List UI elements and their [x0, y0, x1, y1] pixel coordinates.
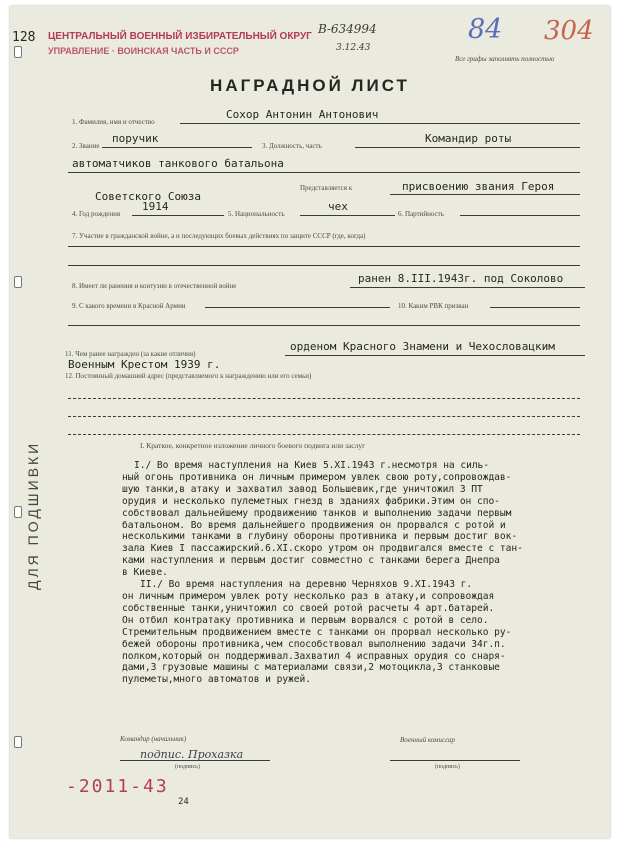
value-awards-1: орденом Красного Знамени и Чехословацким	[290, 340, 555, 353]
citation-line: несколькими танками в глубину обороны противника и первым достиг вок-	[122, 531, 518, 543]
label-rvk: 10. Каким РВК призван	[398, 302, 469, 310]
stamp-line-1: ЦЕНТРАЛЬНЫЙ ВОЕННЫЙ ИЗБИРАТЕЛЬНЫЙ ОКРУГ	[48, 31, 312, 42]
archive-stamp	[48, 30, 312, 58]
underline	[68, 246, 580, 247]
archive-date: 3.12.43	[336, 43, 371, 53]
citation-line: ками наступления и первым достиг совместно с танками берега Днепра	[122, 555, 500, 567]
label-name: 1. Фамилия, имя и отчество	[72, 118, 155, 126]
binding-hole	[14, 46, 22, 58]
binding-hole	[14, 736, 22, 748]
label-party: 6. Партийность	[398, 210, 444, 218]
citation-line: батальоном. Во время дальнейшего продвижения он прорвался с ротой и	[122, 519, 506, 531]
citation-line: зала Киев I пассажирский.6.XI.скоро утром он продвигался вместе с тан-	[122, 543, 523, 555]
underline	[68, 265, 580, 266]
signature-line	[120, 760, 270, 761]
underline	[300, 215, 395, 216]
label-commissar: Военный комиссар	[400, 736, 456, 744]
citation-line: I./ Во время наступления на Киев 5.XI.1943 г.несмотря на силь-	[134, 460, 490, 471]
citation-line: орудия и несколько пулеметных гнезд в зданиях фабрики.Этим он спо-	[122, 495, 500, 507]
citation-line: он личным примером увлек роту несколько раз в атаку,и сопровождая	[122, 590, 495, 602]
award-sheet	[10, 6, 610, 838]
citation-line: пулеметы,много автоматов и ружей.	[122, 674, 311, 686]
citation-text	[122, 460, 604, 686]
red-number: 304	[544, 16, 594, 46]
underline	[285, 355, 585, 356]
value-name: Сохор Антонин Антонович	[226, 108, 379, 121]
value-year: 1914	[142, 200, 169, 213]
citation-line: II./ Во время наступления на деревню Черняхов 9.XI.1943 г.	[140, 579, 473, 591]
dashed-line	[68, 398, 580, 399]
underline	[490, 307, 580, 308]
citation-line: ный огонь противника он личным примером увлек свою роту,сопровождав-	[122, 471, 512, 483]
underline	[180, 123, 580, 124]
underline	[355, 147, 580, 148]
value-position-1: Командир роты	[425, 132, 512, 145]
signature-note: (подпись)	[175, 764, 200, 770]
bottom-small-number: 24	[178, 797, 189, 807]
underline	[390, 194, 580, 195]
citation-line: собствовал дальнейшему продвижению танков и выполнению задачи первым	[122, 507, 512, 519]
label-army-since: 9. С какого времени в Красной Армии	[72, 302, 186, 310]
signature-line	[390, 760, 520, 761]
value-wounds: ранен 8.III.1943г. под Соколово	[358, 272, 564, 285]
citation-line: в Киеве.	[122, 567, 168, 579]
value-awards-2: Военным Крестом 1939 г.	[68, 358, 221, 371]
bottom-number: -2011-43	[66, 776, 169, 797]
label-rank: 2. Звание	[72, 142, 100, 150]
summary-heading: I. Краткое, конкретное изложение личного боевого подвига или заслуг	[140, 441, 366, 450]
side-binding-text: ДЛЯ ПОДШИВКИ	[25, 440, 41, 590]
value-nationality: чех	[328, 200, 348, 213]
underline	[205, 307, 390, 308]
value-rank: поручик	[112, 132, 159, 145]
value-represented-1: присвоению звания Героя	[402, 180, 555, 193]
stamp-line-2: УПРАВЛЕНИЕ · ВОИНСКАЯ ЧАСТЬ И СССР	[48, 46, 239, 56]
underline	[68, 172, 580, 173]
binding-hole	[14, 276, 22, 288]
label-address: 12. Постоянный домашний адрес (представляемого к награждению или его семьи)	[65, 372, 312, 380]
citation-line: шую танки,в атаку и захватил завод Большевик,где уничтожил 3 ПТ	[122, 483, 483, 495]
label-year: 4. Год рождения	[72, 210, 121, 218]
signature-note-2: (подпись)	[435, 764, 460, 770]
underline	[102, 147, 252, 148]
dashed-line	[68, 434, 580, 435]
binding-hole	[14, 506, 22, 518]
citation-line: Он отбил контратаку противника и первым ворвался с ротой в село.	[122, 614, 489, 626]
commander-signature: подпис. Прохазка	[140, 748, 244, 761]
underline	[460, 215, 580, 216]
label-awards: 11. Чем ранее награжден (за какие отличия)	[65, 350, 196, 358]
left-number: 128	[12, 30, 36, 45]
archive-ref: В-634994	[318, 22, 377, 36]
citation-line: дами,3 грузовые машины с материалами связи,2 мотоцикла,3 станковые	[122, 662, 500, 674]
label-wounds: 8. Имеет ли ранения и контузии в отечественной войне	[72, 282, 237, 290]
label-civil-war: 7. Участие в гражданской войне, а и последующих боевых действиях по защите СССР (где, когда)	[72, 232, 366, 240]
page-title: НАГРАДНОЙ ЛИСТ	[210, 76, 410, 95]
citation-line: Стремительным продвижением вместе с танками он прорвал несколько ру-	[122, 626, 512, 638]
value-represented-2: Советского Союза	[95, 190, 201, 203]
label-position: 3. Должность, часть	[262, 142, 322, 150]
label-commander: Командир (начальник)	[120, 735, 187, 743]
pencil-number: 84	[468, 14, 503, 45]
label-represented: Представляется к	[300, 184, 353, 192]
citation-line: бежей обороны противника,чем способствовал выполнению задачи 34г.п.	[122, 638, 506, 650]
label-nationality: 5. Национальность	[228, 210, 285, 218]
citation-line: собственные танки,уничтожил со своей ротой расчеты 4 арт.батарей.	[122, 602, 495, 614]
value-position-2: автоматчиков танкового батальона	[72, 157, 284, 170]
underline	[350, 287, 585, 288]
underline	[132, 215, 224, 216]
underline	[68, 325, 580, 326]
notice: Все графы заполнять полностью	[455, 55, 555, 63]
citation-line: полком,который он поддерживал.Захватил 4 исправных орудия со снаря-	[122, 650, 506, 662]
dashed-line	[68, 416, 580, 417]
